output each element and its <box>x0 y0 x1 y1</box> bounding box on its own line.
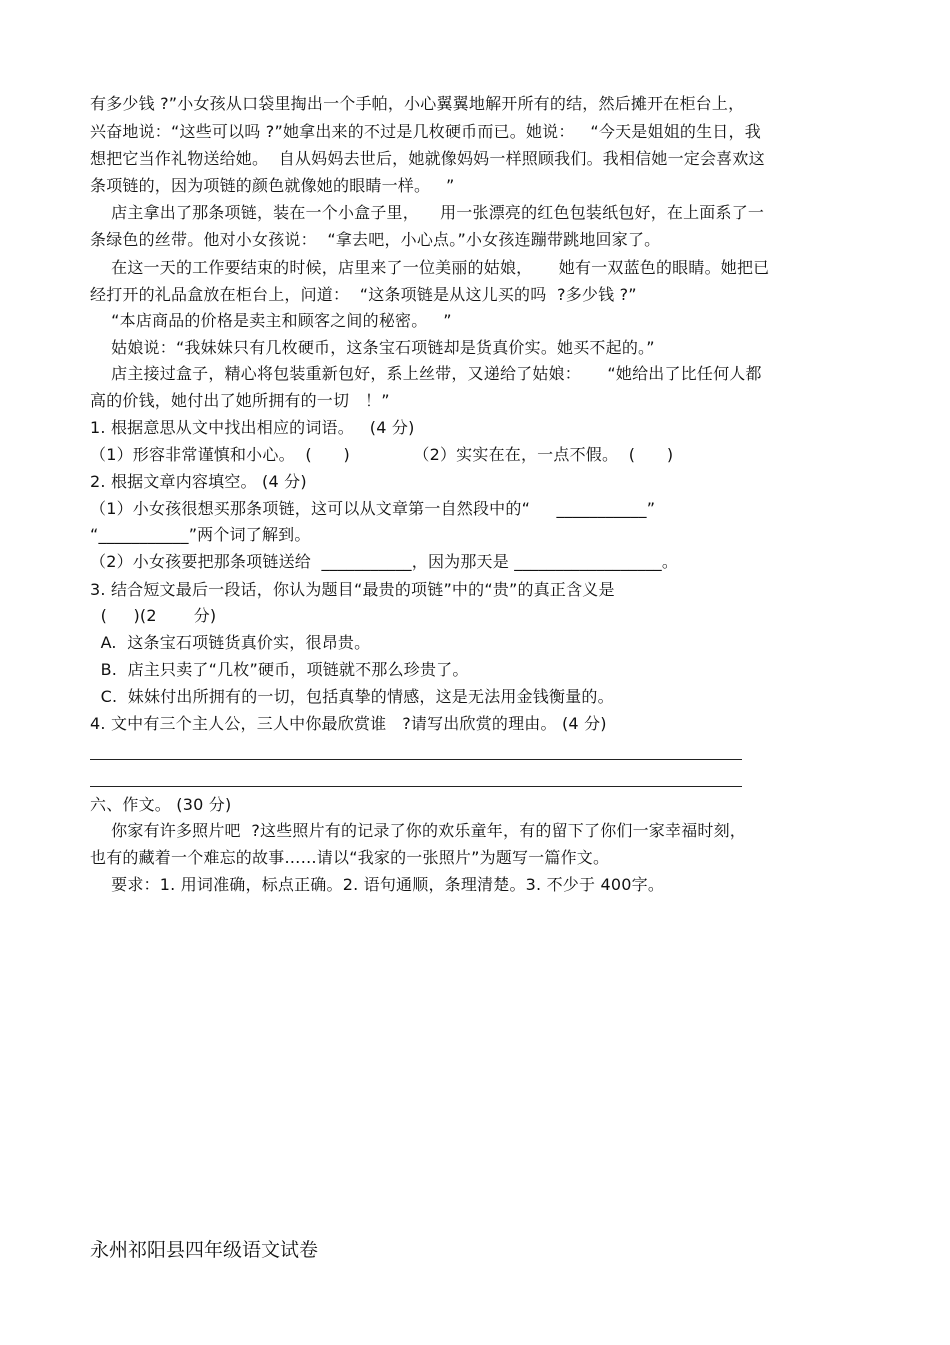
story-line: “本店商品的价格是卖主和顾客之间的秘密。 ” <box>90 311 452 330</box>
composition-heading: 六、作文。 (30 分) <box>90 795 232 814</box>
question-3-score: ( )(2 分) <box>90 606 217 625</box>
answer-line <box>90 786 742 787</box>
page-footer-title: 永州祁阳县四年级语文试卷 <box>90 1239 319 1261</box>
question-2: 2. 根据文章内容填空。 (4 分) <box>90 472 307 491</box>
story-line: 店主接过盒子，精心将包装重新包好，系上丝带，又递给了姑娘： “她给出了比任何人都 <box>90 364 762 383</box>
story-line: 兴奋地说：“这些可以吗 ?”她拿出来的不过是几枚硬币而已。她说： “今天是姐姐的生日，我 <box>90 122 761 141</box>
question-2-part-1: （1）小女孩很想买那条项链，这可以从文章第一自然段中的“ ___________” <box>90 499 656 518</box>
question-1: 1. 根据意思从文中找出相应的词语。 (4 分) <box>90 418 415 437</box>
question-2-part-2: （2）小女孩要把那条项链送给 ___________，因为那天是 __________________。 <box>90 552 679 571</box>
question-4: 4. 文中有三个主人公，三人中你最欣赏谁 ?请写出欣赏的理由。 (4 分) <box>90 714 607 733</box>
story-line: 有多少钱 ?”小女孩从口袋里掏出一个手帕，小心翼翼地解开所有的结，然后摊开在柜台上， <box>90 94 745 113</box>
question-3-option-b: B. 店主只卖了“几枚”硬币，项链就不那么珍贵了。 <box>90 660 469 679</box>
story-line: 想把它当作礼物送给她。 自从妈妈去世后，她就像妈妈一样照顾我们。我相信她一定会喜欢这 <box>90 149 765 168</box>
story-line: 姑娘说：“我妹妹只有几枚硬币，这条宝石项链却是货真价实。她买不起的。” <box>90 338 655 357</box>
question-3: 3. 结合短文最后一段话，你认为题目“最贵的项链”中的“贵”的真正含义是 <box>90 580 615 599</box>
composition-prompt: 也有的藏着一个难忘的故事……请以“我家的一张照片”为题写一篇作文。 <box>90 848 610 867</box>
composition-requirements: 要求：1. 用词准确，标点正确。2. 语句通顺，条理清楚。3. 不少于 400字。 <box>90 875 665 894</box>
story-line: 条绿色的丝带。他对小女孩说： “拿去吧，小心点。”小女孩连蹦带跳地回家了。 <box>90 230 661 249</box>
story-line: 店主拿出了那条项链，装在一个小盒子里， 用一张漂亮的红色包装纸包好，在上面系了一 <box>90 203 765 222</box>
story-line: 条项链的，因为项链的颜色就像她的眼睛一样。 ” <box>90 176 455 195</box>
question-3-option-c: C. 妹妹付出所拥有的一切，包括真挚的情感，这是无法用金钱衡量的。 <box>90 687 614 706</box>
question-3-option-a: A. 这条宝石项链货真价实，很昂贵。 <box>90 633 371 652</box>
question-2-part-1-cont: “___________”两个词了解到。 <box>90 525 311 544</box>
story-line: 在这一天的工作要结束的时候，店里来了一位美丽的姑娘， 她有一双蓝色的眼睛。她把已 <box>90 258 770 277</box>
composition-prompt: 你家有许多照片吧 ?这些照片有的记录了你的欢乐童年，有的留下了你们一家幸福时刻， <box>90 821 747 840</box>
answer-line <box>90 759 742 760</box>
question-1-items: （1）形容非常谨慎和小心。 ( ) （2）实实在在，一点不假。 ( ) <box>90 445 674 464</box>
story-line: 经打开的礼品盒放在柜台上，问道： “这条项链是从这儿买的吗 ?多少钱 ?” <box>90 285 637 304</box>
story-line: 高的价钱，她付出了她所拥有的一切 ！” <box>90 391 390 410</box>
